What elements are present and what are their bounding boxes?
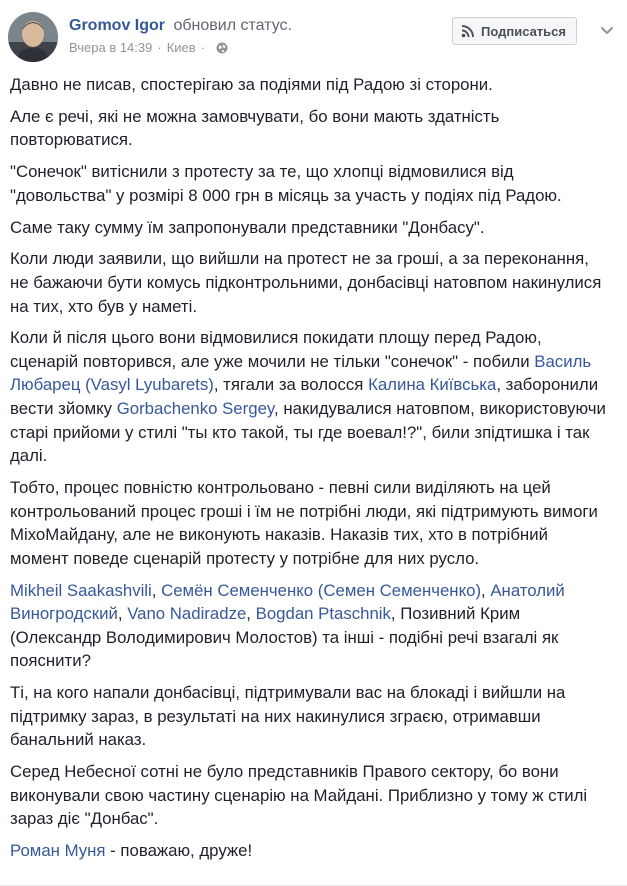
post-subline	[69, 40, 292, 56]
meta-separator: ·	[157, 40, 162, 55]
avatar[interactable]	[8, 12, 58, 62]
follow-button-label: Подписаться	[480, 23, 566, 39]
text-run: ,	[117, 604, 128, 624]
author-name-link[interactable]: Gromov Igor	[69, 17, 166, 34]
post-timestamp-link[interactable]: Вчера в 14:39	[69, 40, 153, 55]
mention-mikheil-saakashvili[interactable]: Mikheil Saakashvili	[10, 580, 152, 600]
mention-anatoliy-vinogrodskiy[interactable]: Анатолий Виногродский	[10, 580, 565, 624]
action-text: обновил статус.	[173, 17, 292, 34]
mention-vano-nadiradze[interactable]: Vano Nadiradze	[127, 604, 247, 624]
text-run: ,	[246, 604, 256, 624]
paragraph-10: Серед Небесної сотні не було представників Правого сектору, бо вони виконували свою частину сценарію на Майдані. Приблизно у тому ж стилі зараз діє "Донбас".	[10, 762, 588, 829]
mention-vasyl-lyubarets[interactable]: Василь Любарец (Vasyl Lyubarets)	[10, 351, 592, 395]
paragraph-1: Давно не писав, спостерігаю за подіями під Радою зі сторони.	[10, 75, 493, 94]
mention-kalyna-kyivska[interactable]: Калина Київська	[368, 375, 497, 395]
text-run: , Позивний Крим (Олександр Володимирович Молостов) та інші - подібні речі взагалі як пояснити?	[10, 604, 559, 671]
rss-icon	[461, 24, 475, 38]
mention-roman-munya[interactable]: Роман Муня	[10, 841, 106, 861]
post-location[interactable]: Киев	[166, 40, 196, 55]
text-run: , тягали за волосся	[213, 375, 369, 395]
mention-gorbachenko-sergey[interactable]: Gorbachenko Sergey	[116, 399, 275, 419]
paragraph-6	[10, 326, 610, 468]
text-run: ,	[151, 580, 162, 600]
text-run: Коли й після цього вони відмовилися покидати площу перед Радою, сценарій повторився, але уже мочили не тільки "сонечок" - побили	[10, 328, 542, 371]
meta-separator-2: ·	[200, 40, 206, 55]
mention-semen-semenchenko[interactable]: Семён Семенченко (Семен Семенченко)	[161, 580, 482, 600]
paragraph-2: Але є речі, які не можна замовчувати, бо вони мають здатність повторюватися.	[10, 106, 500, 150]
mention-bogdan-ptaschnik[interactable]: Bogdan Ptaschnik	[255, 604, 391, 624]
paragraph-8	[10, 579, 610, 673]
paragraph-9: Ті, на кого напали донбасівці, підтримували вас на блокаді і вийшли на підтримку зараз, в результаті на них накинулися зграєю, отримавши банальний наказ.	[10, 683, 566, 750]
text-run: - поважаю, друже!	[105, 841, 253, 861]
paragraph-11	[10, 839, 610, 863]
chevron-down-icon[interactable]	[597, 20, 617, 40]
follow-button[interactable]	[452, 17, 577, 45]
text-run: ,	[481, 580, 491, 600]
post-body	[10, 73, 610, 871]
paragraph-7: Тобто, процес повністю контрольовано - певні сили виділяють на цей контрольований процес гроші і їм не потрібні люди, які підтримують вимоги МіхоМайдану, але не виконують наказів. Наказів тих, хто в потрібний момент поведе сценарій протесту у потрібне для них русло.	[10, 478, 598, 568]
globe-icon[interactable]	[216, 42, 228, 54]
post-meta	[69, 16, 292, 56]
paragraph-5: Коли люди заявили, що вийшли на протест не за гроші, а за переконання, не бажаючи бути комусь підконтрольними, донбасівці натовпом накинулися на тих, хто був у наметі.	[10, 249, 602, 316]
author-line	[69, 16, 292, 36]
paragraph-3: "Сонечок" витіснили з протесту за те, що хлопці відмовилися від "довольства" у розмірі 8 000 грн в місяць за участь у подіях під Радою.	[10, 162, 562, 205]
text-run: , заборонили вести зйомку	[10, 375, 599, 419]
post-header	[8, 12, 617, 64]
paragraph-4: Саме таку сумму їм запропонували представники "Донбасу".	[10, 217, 485, 237]
text-run: , накидувалися натовпом, використовуючи старі прийоми у стилі "ты кто такой, ты где воевал!?", били зпідтишка і так далі.	[10, 399, 606, 466]
